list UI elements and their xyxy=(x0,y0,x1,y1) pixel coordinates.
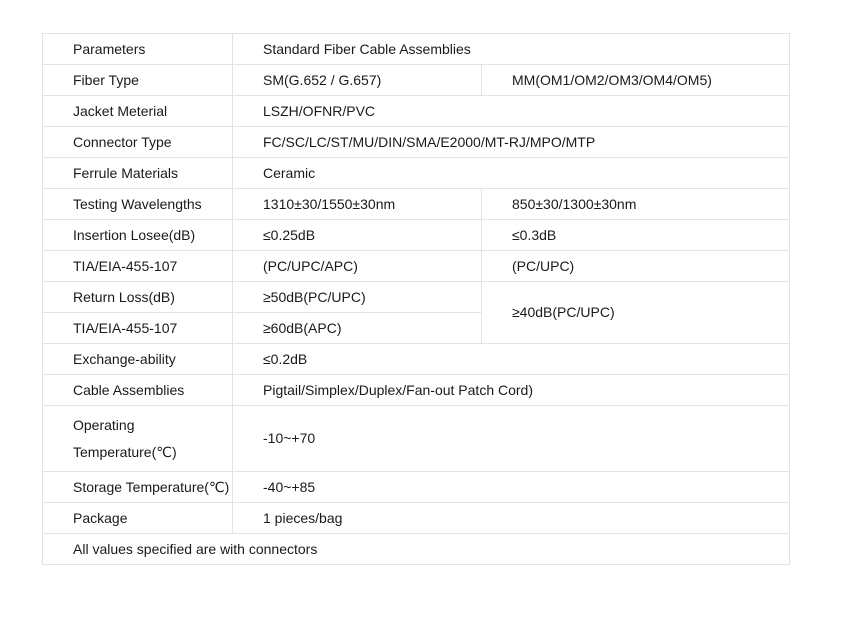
row-value: LSZH/OFNR/PVC xyxy=(233,96,790,127)
table-row xyxy=(43,472,790,503)
row-value: Ceramic xyxy=(233,158,790,189)
sm-value: ≥60dB(APC) xyxy=(233,313,482,344)
row-value: Pigtail/Simplex/Duplex/Fan-out Patch Cord) xyxy=(233,375,790,406)
mm-value: (PC/UPC) xyxy=(482,251,790,282)
row-value: ≤0.2dB xyxy=(233,344,790,375)
row-label: Return Loss(dB) xyxy=(43,282,233,313)
table-row xyxy=(43,96,790,127)
row-value: -10~+70 xyxy=(233,406,790,472)
row-label: Storage Temperature(℃) xyxy=(43,472,233,503)
sm-value: ≥50dB(PC/UPC) xyxy=(233,282,482,313)
table-row xyxy=(43,34,790,65)
sm-value: (PC/UPC/APC) xyxy=(233,251,482,282)
table-row xyxy=(43,503,790,534)
mm-value: MM(OM1/OM2/OM3/OM4/OM5) xyxy=(482,65,790,96)
table-row xyxy=(43,534,790,565)
sm-value: ≤0.25dB xyxy=(233,220,482,251)
row-label: Insertion Losee(dB) xyxy=(43,220,233,251)
row-value: FC/SC/LC/ST/MU/DIN/SMA/E2000/MT-RJ/MPO/MTP xyxy=(233,127,790,158)
mm-value: ≤0.3dB xyxy=(482,220,790,251)
sm-value: 1310±30/1550±30nm xyxy=(233,189,482,220)
row-label: TIA/EIA-455-107 xyxy=(43,313,233,344)
row-label: Operating Temperature(℃) xyxy=(43,406,233,472)
table-row xyxy=(43,375,790,406)
row-label: Fiber Type xyxy=(43,65,233,96)
table-row xyxy=(43,282,790,313)
table-row xyxy=(43,251,790,282)
row-value: Standard Fiber Cable Assemblies xyxy=(233,34,790,65)
row-value: -40~+85 xyxy=(233,472,790,503)
table-row xyxy=(43,127,790,158)
row-label: Parameters xyxy=(43,34,233,65)
row-label: Exchange-ability xyxy=(43,344,233,375)
row-label: Ferrule Materials xyxy=(43,158,233,189)
row-label: Testing Wavelengths xyxy=(43,189,233,220)
table-row xyxy=(43,406,790,472)
footnote: All values specified are with connectors xyxy=(43,534,790,565)
row-value: 1 pieces/bag xyxy=(233,503,790,534)
mm-value: ≥40dB(PC/UPC) xyxy=(482,282,790,344)
table-row xyxy=(43,344,790,375)
table-row xyxy=(43,65,790,96)
table-row xyxy=(43,158,790,189)
table-row xyxy=(43,220,790,251)
row-label: Connector Type xyxy=(43,127,233,158)
row-label: Package xyxy=(43,503,233,534)
sm-value: SM(G.652 / G.657) xyxy=(233,65,482,96)
table-row xyxy=(43,189,790,220)
row-label: Cable Assemblies xyxy=(43,375,233,406)
mm-value: 850±30/1300±30nm xyxy=(482,189,790,220)
row-label: TIA/EIA-455-107 xyxy=(43,251,233,282)
row-label: Jacket Meterial xyxy=(43,96,233,127)
spec-table xyxy=(42,33,790,565)
